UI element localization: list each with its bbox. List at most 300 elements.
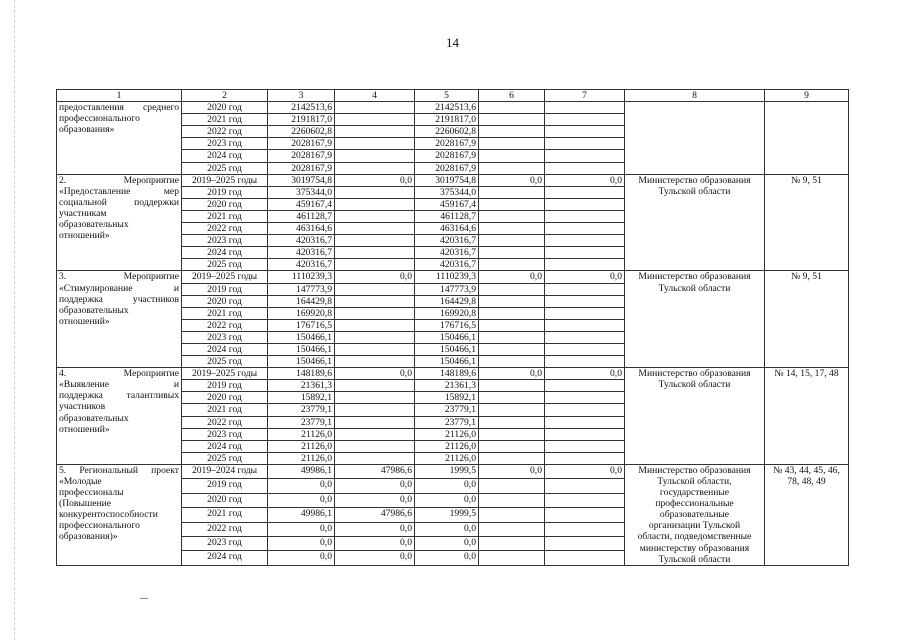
- activity-name-line: образования)»: [59, 531, 118, 543]
- activity-name-line: (Повышение: [59, 498, 112, 510]
- header-row: [57, 90, 849, 102]
- amount-cell-c6: [479, 392, 545, 404]
- amount-cell-c7: [545, 356, 625, 368]
- amount-cell-c6: [479, 536, 545, 550]
- amount-cell-c6: [479, 295, 545, 307]
- period-cell: 2022 год: [182, 522, 268, 536]
- amount-cell-c3: 23779,1: [268, 416, 335, 428]
- period-cell: 2020 год: [182, 392, 268, 404]
- amount-cell-c5: 2191817,0: [415, 114, 479, 126]
- amount-cell-c5: 420316,7: [415, 259, 479, 271]
- activity-name-line: отношений»: [59, 423, 110, 435]
- amount-cell-c4: [335, 283, 415, 295]
- period-cell: 2020 год: [182, 198, 268, 210]
- period-cell: 2019 год: [182, 380, 268, 392]
- amount-cell-c7: [545, 536, 625, 550]
- amount-cell-c3: 15892,1: [268, 392, 335, 404]
- amount-cell-c5: 0,0: [415, 493, 479, 507]
- amount-cell-c6: [479, 162, 545, 174]
- amount-cell-c4: [335, 331, 415, 343]
- period-cell: 2019–2025 годы: [182, 174, 268, 186]
- amount-cell-c5: 23779,1: [415, 404, 479, 416]
- period-cell: 2022 год: [182, 223, 268, 235]
- period-cell: 2019–2024 годы: [182, 464, 268, 478]
- indicator-cell: [765, 102, 849, 175]
- amount-cell-c7: [545, 493, 625, 507]
- amount-cell-c3: 420316,7: [268, 247, 335, 259]
- amount-cell-c5: 1999,5: [415, 464, 479, 478]
- executor-line: Тульской области: [658, 282, 731, 294]
- amount-cell-c4: [335, 210, 415, 222]
- amount-cell-c6: [479, 114, 545, 126]
- amount-cell-c6: [479, 223, 545, 235]
- amount-cell-c4: [335, 343, 415, 355]
- executor-cell: [625, 464, 765, 565]
- amount-cell-c5: 420316,7: [415, 235, 479, 247]
- amount-cell-c4: 47986,6: [335, 508, 415, 522]
- amount-cell-c3: 164429,8: [268, 295, 335, 307]
- amount-cell-c6: [479, 404, 545, 416]
- executor-line: организации Тульской: [648, 520, 741, 532]
- executor-cell: [625, 368, 765, 465]
- amount-cell-c3: 21126,0: [268, 440, 335, 452]
- amount-cell-c7: [545, 319, 625, 331]
- amount-cell-c3: 23779,1: [268, 404, 335, 416]
- amount-cell-c3: 459167,4: [268, 198, 335, 210]
- amount-cell-c4: [335, 416, 415, 428]
- amount-cell-c5: 164429,8: [415, 295, 479, 307]
- period-cell: 2023 год: [182, 235, 268, 247]
- period-cell: 2023 год: [182, 138, 268, 150]
- activity-name-line: отношений»: [59, 230, 110, 242]
- executor-line: Министерство образования: [638, 174, 751, 186]
- activity-name-line: поддержка талантливых: [59, 390, 179, 402]
- amount-cell-c3: 2028167,9: [268, 162, 335, 174]
- amount-cell-c7: [545, 307, 625, 319]
- amount-cell-c4: 0,0: [335, 522, 415, 536]
- header-cell: 6: [479, 90, 545, 102]
- indicator-line: № 14, 15, 17, 48: [774, 368, 839, 380]
- table-row: [57, 464, 849, 478]
- header-cell: 3: [268, 90, 335, 102]
- activity-name-line: 2. Мероприятие: [59, 174, 179, 186]
- period-cell: 2023 год: [182, 331, 268, 343]
- amount-cell-c5: 150466,1: [415, 356, 479, 368]
- activity-name-line: предоставления среднего: [59, 102, 179, 114]
- amount-cell-c5: 1110239,3: [415, 271, 479, 283]
- amount-cell-c3: 0,0: [268, 493, 335, 507]
- amount-cell-c7: [545, 392, 625, 404]
- amount-cell-c3: 420316,7: [268, 235, 335, 247]
- amount-cell-c6: [479, 380, 545, 392]
- amount-cell-c6: [479, 319, 545, 331]
- executor-line: профессиональные: [655, 498, 734, 510]
- period-cell: 2022 год: [182, 126, 268, 138]
- executor-line: Министерство образования: [638, 368, 751, 380]
- amount-cell-c7: 0,0: [545, 174, 625, 186]
- amount-cell-c6: [479, 150, 545, 162]
- executor-line: Министерство образования: [638, 271, 751, 283]
- amount-cell-c6: [479, 102, 545, 114]
- amount-cell-c6: [479, 307, 545, 319]
- amount-cell-c6: 0,0: [479, 174, 545, 186]
- header-cell: 5: [415, 90, 479, 102]
- activity-name-line: профессионального: [59, 520, 140, 532]
- amount-cell-c6: [479, 493, 545, 507]
- period-cell: 2019 год: [182, 479, 268, 493]
- header-cell: 1: [57, 90, 182, 102]
- period-cell: 2021 год: [182, 307, 268, 319]
- period-cell: 2025 год: [182, 259, 268, 271]
- amount-cell-c5: 169920,8: [415, 307, 479, 319]
- amount-cell-c7: 0,0: [545, 271, 625, 283]
- amount-cell-c5: 0,0: [415, 551, 479, 565]
- amount-cell-c4: [335, 392, 415, 404]
- amount-cell-c5: 2028167,9: [415, 150, 479, 162]
- amount-cell-c7: [545, 551, 625, 565]
- amount-cell-c7: [545, 198, 625, 210]
- activity-name-line: образовательных: [59, 412, 129, 424]
- activity-name-cell: [57, 271, 182, 368]
- amount-cell-c7: [545, 247, 625, 259]
- amount-cell-c3: 49986,1: [268, 508, 335, 522]
- period-cell: 2019 год: [182, 283, 268, 295]
- amount-cell-c4: [335, 223, 415, 235]
- period-cell: 2022 год: [182, 319, 268, 331]
- amount-cell-c4: [335, 102, 415, 114]
- indicator-cell: [765, 174, 849, 271]
- amount-cell-c6: [479, 416, 545, 428]
- amount-cell-c6: 0,0: [479, 271, 545, 283]
- amount-cell-c7: [545, 508, 625, 522]
- header-cell: 7: [545, 90, 625, 102]
- amount-cell-c4: [335, 307, 415, 319]
- amount-cell-c4: [335, 138, 415, 150]
- amount-cell-c3: 2191817,0: [268, 114, 335, 126]
- period-cell: 2025 год: [182, 356, 268, 368]
- period-cell: 2020 год: [182, 493, 268, 507]
- period-cell: 2024 год: [182, 551, 268, 565]
- amount-cell-c5: 0,0: [415, 522, 479, 536]
- period-cell: 2023 год: [182, 536, 268, 550]
- amount-cell-c6: [479, 522, 545, 536]
- amount-cell-c4: [335, 235, 415, 247]
- amount-cell-c4: 0,0: [335, 368, 415, 380]
- amount-cell-c3: 0,0: [268, 479, 335, 493]
- amount-cell-c4: [335, 319, 415, 331]
- amount-cell-c7: [545, 126, 625, 138]
- amount-cell-c5: 21126,0: [415, 440, 479, 452]
- period-cell: 2020 год: [182, 295, 268, 307]
- amount-cell-c5: 2028167,9: [415, 162, 479, 174]
- amount-cell-c3: 21126,0: [268, 452, 335, 464]
- amount-cell-c4: [335, 428, 415, 440]
- amount-cell-c6: 0,0: [479, 464, 545, 478]
- amount-cell-c7: [545, 223, 625, 235]
- amount-cell-c6: [479, 186, 545, 198]
- amount-cell-c3: 150466,1: [268, 356, 335, 368]
- amount-cell-c6: [479, 508, 545, 522]
- executor-line: государственные: [659, 487, 730, 499]
- amount-cell-c7: [545, 235, 625, 247]
- amount-cell-c4: [335, 380, 415, 392]
- period-cell: 2019 год: [182, 186, 268, 198]
- amount-cell-c7: [545, 138, 625, 150]
- amount-cell-c5: 23779,1: [415, 416, 479, 428]
- amount-cell-c4: 0,0: [335, 271, 415, 283]
- amount-cell-c5: 420316,7: [415, 247, 479, 259]
- period-cell: 2022 год: [182, 416, 268, 428]
- indicator-cell: [765, 464, 849, 565]
- amount-cell-c4: 47986,6: [335, 464, 415, 478]
- amount-cell-c5: 21361,3: [415, 380, 479, 392]
- amount-cell-c5: 461128,7: [415, 210, 479, 222]
- executor-cell: [625, 271, 765, 368]
- amount-cell-c3: 2028167,9: [268, 138, 335, 150]
- amount-cell-c3: 461128,7: [268, 210, 335, 222]
- amount-cell-c4: [335, 126, 415, 138]
- amount-cell-c7: [545, 150, 625, 162]
- amount-cell-c7: [545, 522, 625, 536]
- executor-cell: [625, 102, 765, 175]
- indicator-cell: [765, 368, 849, 465]
- amount-cell-c5: 150466,1: [415, 331, 479, 343]
- amount-cell-c5: 1999,5: [415, 508, 479, 522]
- amount-cell-c3: 148189,6: [268, 368, 335, 380]
- period-cell: 2021 год: [182, 404, 268, 416]
- amount-cell-c6: [479, 126, 545, 138]
- activity-name-cell: [57, 174, 182, 271]
- period-cell: 2020 год: [182, 102, 268, 114]
- amount-cell-c5: 150466,1: [415, 343, 479, 355]
- page-number: 14: [446, 35, 459, 50]
- amount-cell-c6: [479, 356, 545, 368]
- amount-cell-c4: 0,0: [335, 479, 415, 493]
- activity-name-line: 4. Мероприятие: [59, 368, 179, 380]
- amount-cell-c5: 375344,0: [415, 186, 479, 198]
- amount-cell-c3: 49986,1: [268, 464, 335, 478]
- activity-name-line: образования»: [59, 124, 115, 136]
- amount-cell-c7: [545, 428, 625, 440]
- header-cell: 4: [335, 90, 415, 102]
- amount-cell-c4: [335, 186, 415, 198]
- amount-cell-c5: 176716,5: [415, 319, 479, 331]
- amount-cell-c4: [335, 295, 415, 307]
- period-cell: 2024 год: [182, 150, 268, 162]
- amount-cell-c3: 420316,7: [268, 259, 335, 271]
- executor-line: Тульской области: [658, 553, 731, 565]
- amount-cell-c6: [479, 343, 545, 355]
- activity-name-line: профессионального: [59, 113, 140, 125]
- amount-cell-c6: [479, 452, 545, 464]
- activity-name-line: образовательных: [59, 304, 129, 316]
- indicator-line: № 9, 51: [791, 174, 822, 186]
- amount-cell-c7: [545, 114, 625, 126]
- period-cell: 2024 год: [182, 440, 268, 452]
- amount-cell-c3: 2028167,9: [268, 150, 335, 162]
- executor-cell: [625, 174, 765, 271]
- amount-cell-c7: [545, 440, 625, 452]
- scan-edge-line: [14, 0, 15, 640]
- activity-name-line: отношений»: [59, 315, 110, 327]
- amount-cell-c3: 0,0: [268, 551, 335, 565]
- executor-line: образовательные: [659, 509, 730, 521]
- amount-cell-c7: [545, 186, 625, 198]
- amount-cell-c7: [545, 452, 625, 464]
- executor-line: Министерство образования: [638, 464, 751, 476]
- indicator-line: 78, 48, 49: [787, 476, 826, 487]
- amount-cell-c5: 15892,1: [415, 392, 479, 404]
- table-row: [57, 271, 849, 283]
- amount-cell-c5: 21126,0: [415, 428, 479, 440]
- amount-cell-c4: [335, 162, 415, 174]
- amount-cell-c6: 0,0: [479, 368, 545, 380]
- period-cell: 2021 год: [182, 508, 268, 522]
- executor-line: Тульской области: [658, 379, 731, 391]
- period-cell: 2025 год: [182, 162, 268, 174]
- activity-name-line: социальной поддержки: [59, 196, 179, 208]
- amount-cell-c7: [545, 404, 625, 416]
- amount-cell-c3: 21361,3: [268, 380, 335, 392]
- amount-cell-c6: [479, 235, 545, 247]
- amount-cell-c7: [545, 479, 625, 493]
- activity-name-line: профессионалы: [59, 487, 124, 499]
- activity-name-line: «Выявление и: [59, 379, 179, 391]
- period-cell: 2021 год: [182, 210, 268, 222]
- scan-mark: [140, 598, 148, 599]
- amount-cell-c4: [335, 404, 415, 416]
- amount-cell-c4: [335, 150, 415, 162]
- period-cell: 2024 год: [182, 343, 268, 355]
- amount-cell-c3: 150466,1: [268, 343, 335, 355]
- activity-name-line: «Молодые: [59, 476, 102, 487]
- amount-cell-c5: 2142513,6: [415, 102, 479, 114]
- amount-cell-c3: 2142513,6: [268, 102, 335, 114]
- activity-name-line: конкурентоспособности: [59, 509, 158, 521]
- amount-cell-c3: 3019754,8: [268, 174, 335, 186]
- activity-name-line: «Предоставление мер: [59, 185, 179, 197]
- amount-cell-c7: [545, 416, 625, 428]
- executor-line: Тульской области,: [657, 476, 732, 487]
- amount-cell-c4: [335, 356, 415, 368]
- amount-cell-c7: [545, 210, 625, 222]
- amount-cell-c6: [479, 138, 545, 150]
- amount-cell-c5: 148189,6: [415, 368, 479, 380]
- amount-cell-c6: [479, 283, 545, 295]
- amount-cell-c6: [479, 210, 545, 222]
- activity-name-cell: [57, 464, 182, 565]
- amount-cell-c3: 0,0: [268, 536, 335, 550]
- amount-cell-c3: 147773,9: [268, 283, 335, 295]
- amount-cell-c7: [545, 102, 625, 114]
- activity-name-line: участникам: [59, 207, 107, 219]
- amount-cell-c3: 150466,1: [268, 331, 335, 343]
- amount-cell-c4: [335, 452, 415, 464]
- amount-cell-c6: [479, 247, 545, 259]
- amount-cell-c7: [545, 343, 625, 355]
- amount-cell-c6: [479, 440, 545, 452]
- amount-cell-c4: [335, 114, 415, 126]
- amount-cell-c5: 0,0: [415, 536, 479, 550]
- amount-cell-c7: [545, 162, 625, 174]
- amount-cell-c5: 0,0: [415, 479, 479, 493]
- table-row: [57, 174, 849, 186]
- amount-cell-c4: 0,0: [335, 174, 415, 186]
- amount-cell-c5: 147773,9: [415, 283, 479, 295]
- amount-cell-c3: 21126,0: [268, 428, 335, 440]
- amount-cell-c3: 1110239,3: [268, 271, 335, 283]
- activity-name-line: участников: [59, 401, 106, 413]
- indicator-line: № 43, 44, 45, 46,: [773, 464, 840, 476]
- activity-name-line: «Стимулирование и: [59, 282, 179, 294]
- executor-line: области, подведомственные: [637, 531, 752, 543]
- amount-cell-c4: [335, 247, 415, 259]
- amount-cell-c3: 375344,0: [268, 186, 335, 198]
- amount-cell-c7: [545, 283, 625, 295]
- amount-cell-c6: [479, 331, 545, 343]
- indicator-cell: [765, 271, 849, 368]
- amount-cell-c5: 463164,6: [415, 223, 479, 235]
- amount-cell-c4: 0,0: [335, 536, 415, 550]
- amount-cell-c4: 0,0: [335, 493, 415, 507]
- amount-cell-c6: [479, 198, 545, 210]
- amount-cell-c4: [335, 440, 415, 452]
- activity-name-cell: [57, 368, 182, 465]
- amount-cell-c3: 169920,8: [268, 307, 335, 319]
- amount-cell-c7: 0,0: [545, 464, 625, 478]
- indicator-line: № 9, 51: [791, 271, 822, 283]
- period-cell: 2019–2025 годы: [182, 368, 268, 380]
- amount-cell-c4: [335, 259, 415, 271]
- amount-cell-c7: [545, 380, 625, 392]
- amount-cell-c3: 0,0: [268, 522, 335, 536]
- amount-cell-c7: 0,0: [545, 368, 625, 380]
- amount-cell-c7: [545, 259, 625, 271]
- budget-table: [56, 89, 849, 566]
- amount-cell-c3: 2260602,8: [268, 126, 335, 138]
- amount-cell-c5: 2260602,8: [415, 126, 479, 138]
- table-row: [57, 368, 849, 380]
- amount-cell-c4: 0,0: [335, 551, 415, 565]
- header-cell: 2: [182, 90, 268, 102]
- activity-name-line: 5. Региональный проект: [59, 464, 179, 476]
- amount-cell-c3: 463164,6: [268, 223, 335, 235]
- amount-cell-c7: [545, 331, 625, 343]
- period-cell: 2024 год: [182, 247, 268, 259]
- amount-cell-c6: [479, 259, 545, 271]
- amount-cell-c3: 176716,5: [268, 319, 335, 331]
- amount-cell-c5: 3019754,8: [415, 174, 479, 186]
- activity-name-line: образовательных: [59, 219, 129, 231]
- activity-name-line: поддержка участников: [59, 293, 179, 305]
- amount-cell-c5: 2028167,9: [415, 138, 479, 150]
- header-cell: 8: [625, 90, 765, 102]
- amount-cell-c7: [545, 295, 625, 307]
- amount-cell-c6: [479, 428, 545, 440]
- amount-cell-c6: [479, 479, 545, 493]
- amount-cell-c4: [335, 198, 415, 210]
- executor-line: Тульской области: [658, 185, 731, 197]
- activity-name-cell: [57, 102, 182, 175]
- period-cell: 2019–2025 годы: [182, 271, 268, 283]
- executor-line: министерству образования: [639, 542, 750, 554]
- table-row: [57, 102, 849, 114]
- period-cell: 2025 год: [182, 452, 268, 464]
- header-cell: 9: [765, 90, 849, 102]
- period-cell: 2023 год: [182, 428, 268, 440]
- period-cell: 2021 год: [182, 114, 268, 126]
- amount-cell-c5: 21126,0: [415, 452, 479, 464]
